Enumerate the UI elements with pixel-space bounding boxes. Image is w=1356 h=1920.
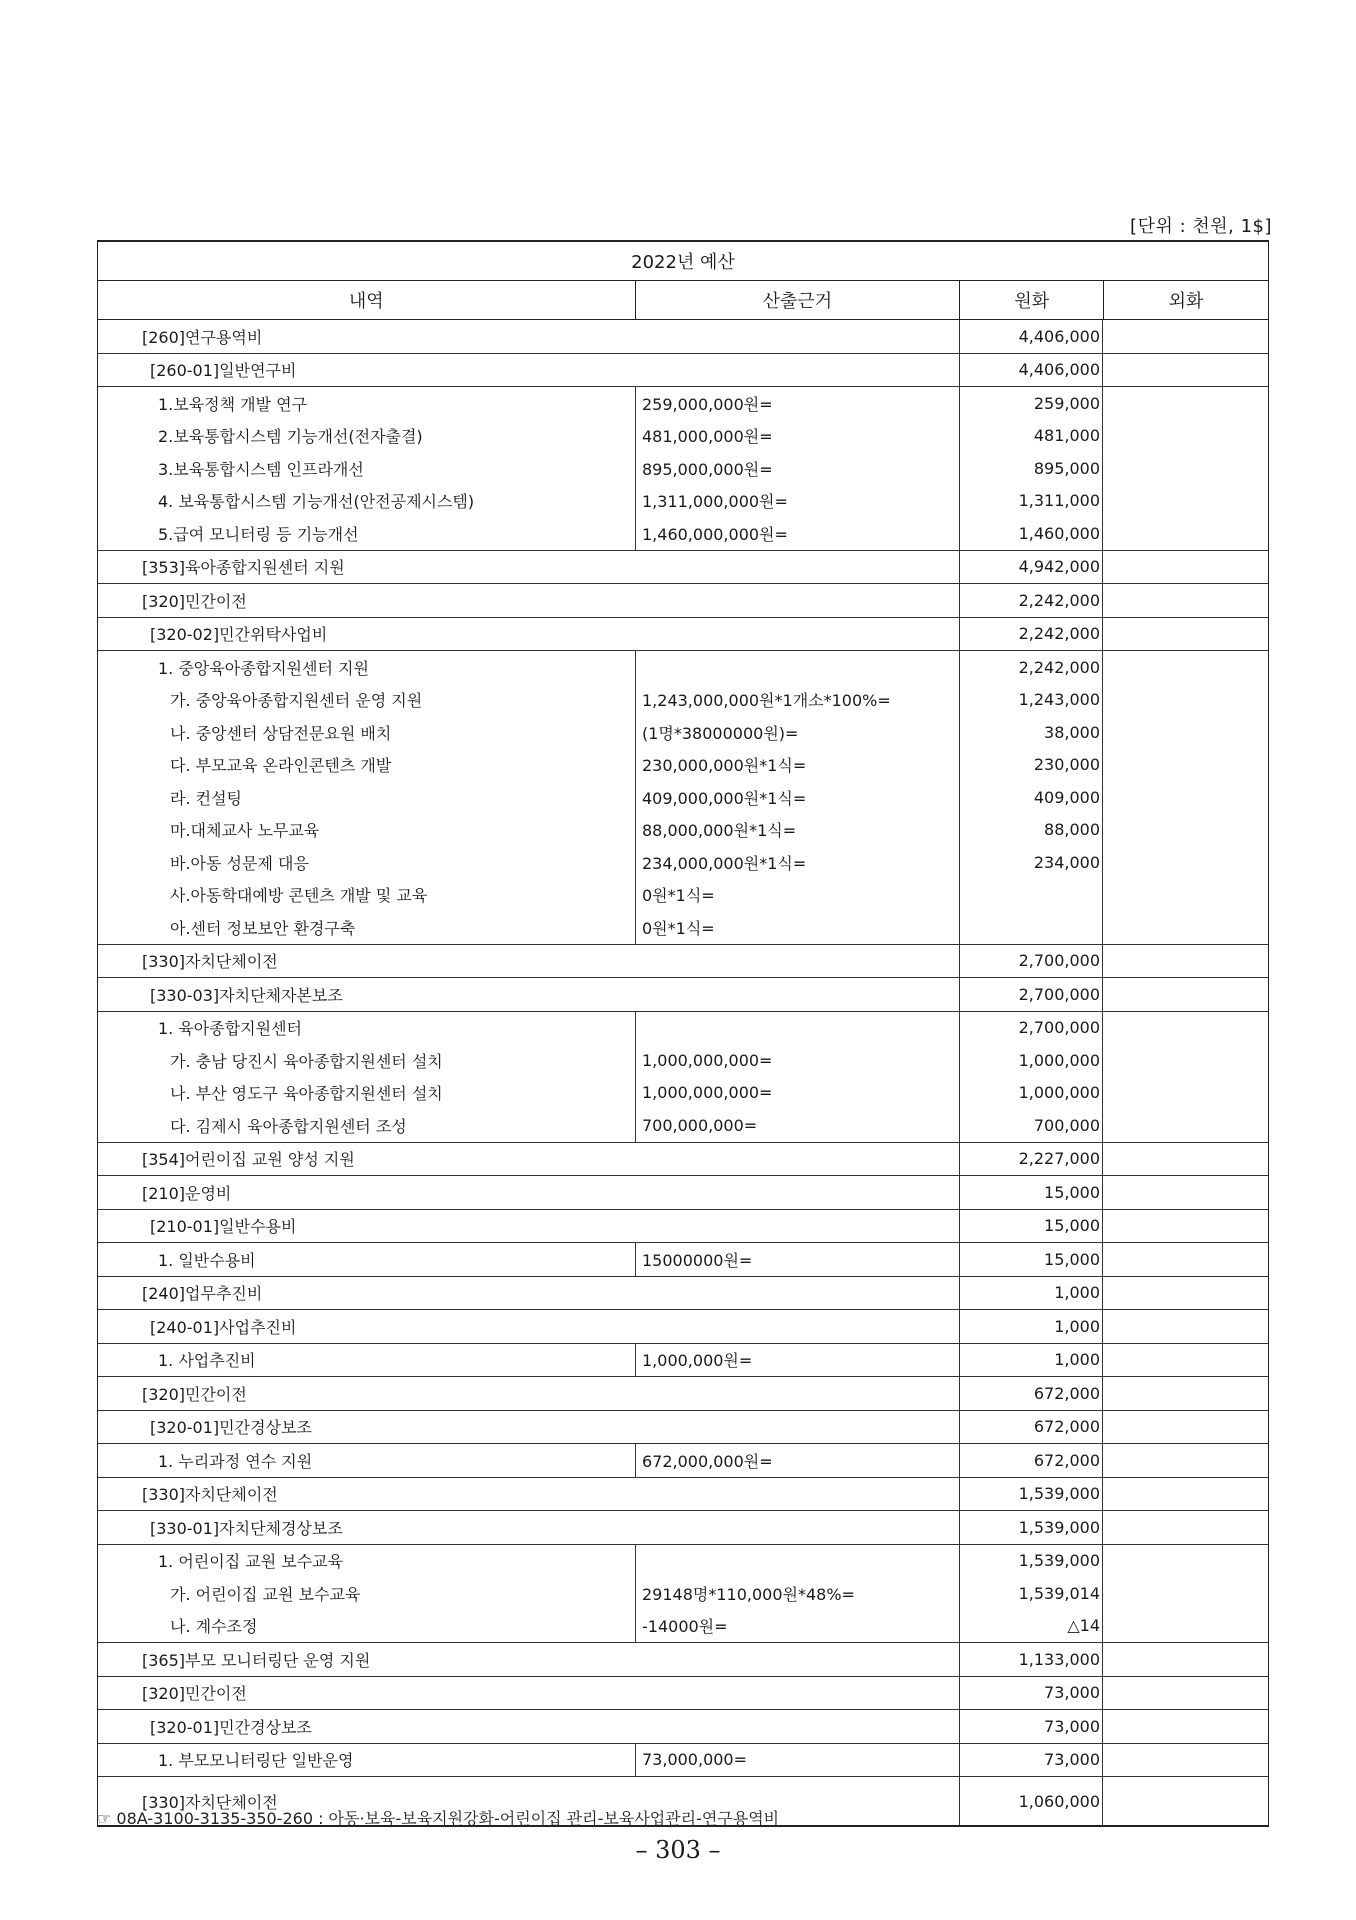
- row-foreign-amount: [1102, 879, 1267, 912]
- row-foreign-amount: [1102, 1744, 1267, 1777]
- row-krw-amount: 38,000: [959, 716, 1102, 749]
- row-krw-amount: 4,942,000: [959, 551, 1102, 584]
- row-description: 2.보육통합시스템 기능개선(전자출결): [158, 427, 423, 447]
- row-description: 1. 부모모니터링단 일반운영: [158, 1751, 354, 1771]
- table-row: [98, 618, 1268, 652]
- col-header-description: 내역: [348, 291, 384, 312]
- row-calculation-basis: 29148명*110,000원*48%=: [635, 1577, 959, 1610]
- row-krw-amount: 1,000,000: [959, 1077, 1102, 1110]
- row-description: 1. 사업추진비: [158, 1351, 256, 1371]
- table-row: [98, 1444, 1268, 1478]
- row-foreign-amount: [1102, 1643, 1267, 1676]
- table-row: [98, 1710, 1268, 1744]
- table-row: [98, 1310, 1268, 1344]
- col-header-krw: 원화: [959, 281, 1103, 319]
- col-header-foreign: 외화: [1103, 281, 1268, 319]
- row-calculation-basis: 409,000,000원*1식=: [635, 781, 959, 814]
- row-calculation-basis: [635, 651, 959, 684]
- row-calculation-basis: -14000원=: [635, 1610, 959, 1643]
- row-calculation-basis: [635, 1012, 959, 1045]
- row-calculation-basis: 1,460,000,000원=: [635, 517, 959, 550]
- row-foreign-amount: [1102, 1444, 1267, 1477]
- row-description: 1. 일반수용비: [158, 1250, 256, 1270]
- row-description: 마.대체교사 노무교육: [170, 821, 320, 841]
- row-foreign-amount: [1102, 781, 1267, 814]
- row-description: 가. 중앙육아종합지원센터 운영 지원: [170, 691, 423, 711]
- row-description: 나. 계수조정: [170, 1617, 258, 1637]
- row-description: [320]민간이전: [142, 591, 247, 611]
- row-description: [210]운영비: [142, 1183, 232, 1203]
- table-row: [98, 978, 1268, 1012]
- page-number: – 303 –: [635, 1836, 721, 1864]
- row-description: 아.센터 정보보안 환경구축: [170, 918, 356, 938]
- row-description: [330-03]자치단체자본보조: [150, 985, 343, 1005]
- row-krw-amount: 1,460,000: [959, 517, 1102, 550]
- table-row: [98, 1511, 1268, 1545]
- row-krw-amount: 409,000: [959, 781, 1102, 814]
- row-krw-amount: [959, 879, 1102, 912]
- row-krw-amount: 1,243,000: [959, 684, 1102, 717]
- row-calculation-basis: 88,000,000원*1식=: [635, 814, 959, 847]
- row-krw-amount: 1,000: [959, 1344, 1102, 1377]
- row-description: [320-01]민간경상보조: [150, 1717, 312, 1737]
- row-foreign-amount: [1102, 1545, 1267, 1578]
- row-krw-amount: 234,000: [959, 846, 1102, 879]
- row-krw-amount: [959, 911, 1102, 944]
- row-krw-amount: 672,000: [959, 1444, 1102, 1477]
- table-row: [98, 1277, 1268, 1311]
- row-krw-amount: 895,000: [959, 452, 1102, 485]
- row-calculation-basis: 1,311,000,000원=: [635, 485, 959, 518]
- table-row: [98, 354, 1268, 388]
- row-krw-amount: 4,406,000: [959, 354, 1102, 387]
- row-foreign-amount: [1102, 978, 1267, 1011]
- row-krw-amount: 15,000: [959, 1176, 1102, 1209]
- row-description: [353]육아종합지원센터 지원: [142, 558, 345, 578]
- row-foreign-amount: [1102, 320, 1267, 353]
- row-description: 1. 중앙육아종합지원센터 지원: [158, 658, 369, 678]
- row-krw-amount: 1,000: [959, 1310, 1102, 1343]
- table-body: [98, 320, 1268, 1825]
- column-header-row: [98, 281, 1268, 320]
- table-row: [98, 781, 1268, 814]
- row-description: [240]업무추진비: [142, 1284, 263, 1304]
- row-krw-amount: 2,242,000: [959, 584, 1102, 617]
- row-foreign-amount: [1102, 814, 1267, 847]
- table-row: [98, 1610, 1268, 1644]
- row-krw-amount: 2,700,000: [959, 945, 1102, 978]
- table-row: [98, 420, 1268, 453]
- row-krw-amount: 73,000: [959, 1744, 1102, 1777]
- row-krw-amount: 88,000: [959, 814, 1102, 847]
- row-description: [210-01]일반수용비: [150, 1217, 297, 1237]
- row-description: 1. 육아종합지원센터: [158, 1019, 302, 1039]
- year-header: 2022년 예산: [98, 242, 1268, 281]
- table-row: [98, 684, 1268, 717]
- row-foreign-amount: [1102, 1377, 1267, 1410]
- row-foreign-amount: [1102, 684, 1267, 717]
- row-calculation-basis: 895,000,000원=: [635, 452, 959, 485]
- row-foreign-amount: [1102, 749, 1267, 782]
- row-krw-amount: 230,000: [959, 749, 1102, 782]
- row-calculation-basis: 0원*1식=: [635, 879, 959, 912]
- row-foreign-amount: [1102, 517, 1267, 550]
- table-row: [98, 1377, 1268, 1411]
- row-foreign-amount: [1102, 846, 1267, 879]
- row-foreign-amount: [1102, 420, 1267, 453]
- row-calculation-basis: 73,000,000=: [635, 1744, 959, 1777]
- col-header-basis: 산출근거: [635, 281, 960, 319]
- row-description: [330]자치단체이전: [142, 952, 278, 972]
- row-calculation-basis: 15000000원=: [635, 1243, 959, 1276]
- table-row: [98, 1643, 1268, 1677]
- row-foreign-amount: [1102, 1044, 1267, 1077]
- row-description: [320-01]민간경상보조: [150, 1418, 312, 1438]
- table-row: [98, 1411, 1268, 1445]
- table-row: [98, 1012, 1268, 1045]
- row-krw-amount: 259,000: [959, 387, 1102, 420]
- row-foreign-amount: [1102, 1577, 1267, 1610]
- row-krw-amount: 1,000,000: [959, 1044, 1102, 1077]
- row-calculation-basis: 1,000,000원=: [635, 1344, 959, 1377]
- row-description: 다. 부모교육 온라인콘텐츠 개발: [170, 756, 392, 776]
- row-krw-amount: 15,000: [959, 1210, 1102, 1243]
- row-description: 바.아동 성문제 대응: [170, 853, 309, 873]
- row-calculation-basis: 481,000,000원=: [635, 420, 959, 453]
- row-description: 1.보육정책 개발 연구: [158, 394, 308, 414]
- budget-table: [97, 240, 1269, 1827]
- table-row: [98, 1744, 1268, 1778]
- row-foreign-amount: [1102, 452, 1267, 485]
- table-row: [98, 879, 1268, 912]
- table-row: [98, 387, 1268, 420]
- table-row: [98, 1577, 1268, 1610]
- row-foreign-amount: [1102, 1109, 1267, 1142]
- row-foreign-amount: [1102, 485, 1267, 518]
- table-row: [98, 551, 1268, 585]
- table-row: [98, 452, 1268, 485]
- table-row: [98, 320, 1268, 354]
- row-krw-amount: 1,000: [959, 1277, 1102, 1310]
- row-description: 5.급여 모니터링 등 기능개선: [158, 524, 359, 544]
- row-description: [320]민간이전: [142, 1684, 247, 1704]
- row-calculation-basis: 1,243,000,000원*1개소*100%=: [635, 684, 959, 717]
- row-calculation-basis: 1,000,000,000=: [635, 1044, 959, 1077]
- row-krw-amount: 1,060,000: [959, 1777, 1102, 1825]
- row-krw-amount: 672,000: [959, 1377, 1102, 1410]
- row-foreign-amount: [1102, 1310, 1267, 1343]
- row-krw-amount: 2,242,000: [959, 618, 1102, 651]
- table-row: [98, 1143, 1268, 1177]
- row-description: 가. 충남 당진시 육아종합지원센터 설치: [170, 1051, 443, 1071]
- table-row: [98, 716, 1268, 749]
- table-row: [98, 485, 1268, 518]
- row-foreign-amount: [1102, 354, 1267, 387]
- table-row: [98, 1210, 1268, 1244]
- row-calculation-basis: 700,000,000=: [635, 1109, 959, 1142]
- row-calculation-basis: (1명*38000000원)=: [635, 716, 959, 749]
- row-foreign-amount: [1102, 651, 1267, 684]
- table-row: [98, 1545, 1268, 1578]
- row-description: [330]자치단체이전: [142, 1485, 278, 1505]
- row-description: 사.아동학대예방 콘텐츠 개발 및 교육: [170, 886, 428, 906]
- row-krw-amount: △14: [959, 1610, 1102, 1643]
- row-foreign-amount: [1102, 1077, 1267, 1110]
- row-krw-amount: 2,227,000: [959, 1143, 1102, 1176]
- row-foreign-amount: [1102, 1511, 1267, 1544]
- table-row: [98, 814, 1268, 847]
- row-foreign-amount: [1102, 911, 1267, 944]
- row-krw-amount: 15,000: [959, 1243, 1102, 1276]
- table-row: [98, 1344, 1268, 1378]
- row-krw-amount: 1,133,000: [959, 1643, 1102, 1676]
- row-calculation-basis: 259,000,000원=: [635, 387, 959, 420]
- row-description: 4. 보육통합시스템 기능개선(안전공제시스템): [158, 492, 475, 512]
- row-description: [260-01]일반연구비: [150, 361, 297, 381]
- table-row: [98, 1677, 1268, 1711]
- row-krw-amount: 2,700,000: [959, 978, 1102, 1011]
- table-row: [98, 584, 1268, 618]
- row-foreign-amount: [1102, 387, 1267, 420]
- row-description: 1. 누리과정 연수 지원: [158, 1451, 313, 1471]
- row-foreign-amount: [1102, 1411, 1267, 1444]
- row-calculation-basis: 672,000,000원=: [635, 1444, 959, 1477]
- row-calculation-basis: 1,000,000,000=: [635, 1077, 959, 1110]
- row-foreign-amount: [1102, 1344, 1267, 1377]
- row-foreign-amount: [1102, 551, 1267, 584]
- footnote: ☞ 08A-3100-3135-350-260 : 아동·보육-보육지원강화-어린이집 관리-보육사업관리-연구용역비: [97, 1809, 780, 1828]
- unit-note: [단위 : 천원, 1$]: [1130, 216, 1272, 237]
- row-krw-amount: 700,000: [959, 1109, 1102, 1142]
- row-krw-amount: 1,539,000: [959, 1511, 1102, 1544]
- row-krw-amount: 73,000: [959, 1710, 1102, 1743]
- row-krw-amount: 2,700,000: [959, 1012, 1102, 1045]
- row-krw-amount: 481,000: [959, 420, 1102, 453]
- row-foreign-amount: [1102, 1210, 1267, 1243]
- row-foreign-amount: [1102, 716, 1267, 749]
- table-row: [98, 1478, 1268, 1512]
- table-row: [98, 945, 1268, 979]
- table-row: [98, 1109, 1268, 1143]
- table-row: [98, 846, 1268, 879]
- row-description: [260]연구용역비: [142, 327, 263, 347]
- table-row: [98, 1077, 1268, 1110]
- row-calculation-basis: 0원*1식=: [635, 911, 959, 944]
- row-description: [365]부모 모니터링단 운영 지원: [142, 1650, 371, 1670]
- row-description: 3.보육통합시스템 인프라개선: [158, 459, 364, 479]
- row-foreign-amount: [1102, 1478, 1267, 1511]
- row-foreign-amount: [1102, 1012, 1267, 1045]
- table-row: [98, 911, 1268, 945]
- row-description: [320-02]민간위탁사업비: [150, 625, 328, 645]
- row-krw-amount: 1,311,000: [959, 485, 1102, 518]
- table-row: [98, 749, 1268, 782]
- table-row: [98, 1176, 1268, 1210]
- row-krw-amount: 1,539,000: [959, 1478, 1102, 1511]
- row-calculation-basis: [635, 1545, 959, 1578]
- row-foreign-amount: [1102, 1710, 1267, 1743]
- row-description: 가. 어린이집 교원 보수교육: [170, 1584, 361, 1604]
- row-description: 다. 김제시 육아종합지원센터 조성: [170, 1116, 407, 1136]
- row-krw-amount: 4,406,000: [959, 320, 1102, 353]
- row-description: 1. 어린이집 교원 보수교육: [158, 1552, 344, 1572]
- row-foreign-amount: [1102, 1176, 1267, 1209]
- row-description: 라. 컨설팅: [170, 788, 242, 808]
- row-foreign-amount: [1102, 618, 1267, 651]
- row-krw-amount: 1,539,000: [959, 1545, 1102, 1578]
- row-description: [354]어린이집 교원 양성 지원: [142, 1150, 355, 1170]
- row-calculation-basis: 234,000,000원*1식=: [635, 846, 959, 879]
- row-krw-amount: 2,242,000: [959, 651, 1102, 684]
- row-foreign-amount: [1102, 584, 1267, 617]
- row-foreign-amount: [1102, 1610, 1267, 1643]
- row-calculation-basis: 230,000,000원*1식=: [635, 749, 959, 782]
- row-krw-amount: 1,539,014: [959, 1577, 1102, 1610]
- row-foreign-amount: [1102, 1677, 1267, 1710]
- row-description: [330]자치단체이전: [142, 1792, 278, 1812]
- row-description: [330-01]자치단체경상보조: [150, 1518, 343, 1538]
- table-row: [98, 517, 1268, 551]
- row-description: 나. 부산 영도구 육아종합지원센터 설치: [170, 1084, 443, 1104]
- row-foreign-amount: [1102, 1243, 1267, 1276]
- row-foreign-amount: [1102, 945, 1267, 978]
- row-foreign-amount: [1102, 1143, 1267, 1176]
- row-krw-amount: 672,000: [959, 1411, 1102, 1444]
- row-foreign-amount: [1102, 1777, 1267, 1825]
- row-foreign-amount: [1102, 1277, 1267, 1310]
- table-row: [98, 1243, 1268, 1277]
- row-description: [240-01]사업추진비: [150, 1317, 297, 1337]
- row-krw-amount: 73,000: [959, 1677, 1102, 1710]
- row-description: [320]민간이전: [142, 1384, 247, 1404]
- table-row: [98, 651, 1268, 684]
- table-row: [98, 1044, 1268, 1077]
- row-description: 나. 중앙센터 상담전문요원 배치: [170, 723, 392, 743]
